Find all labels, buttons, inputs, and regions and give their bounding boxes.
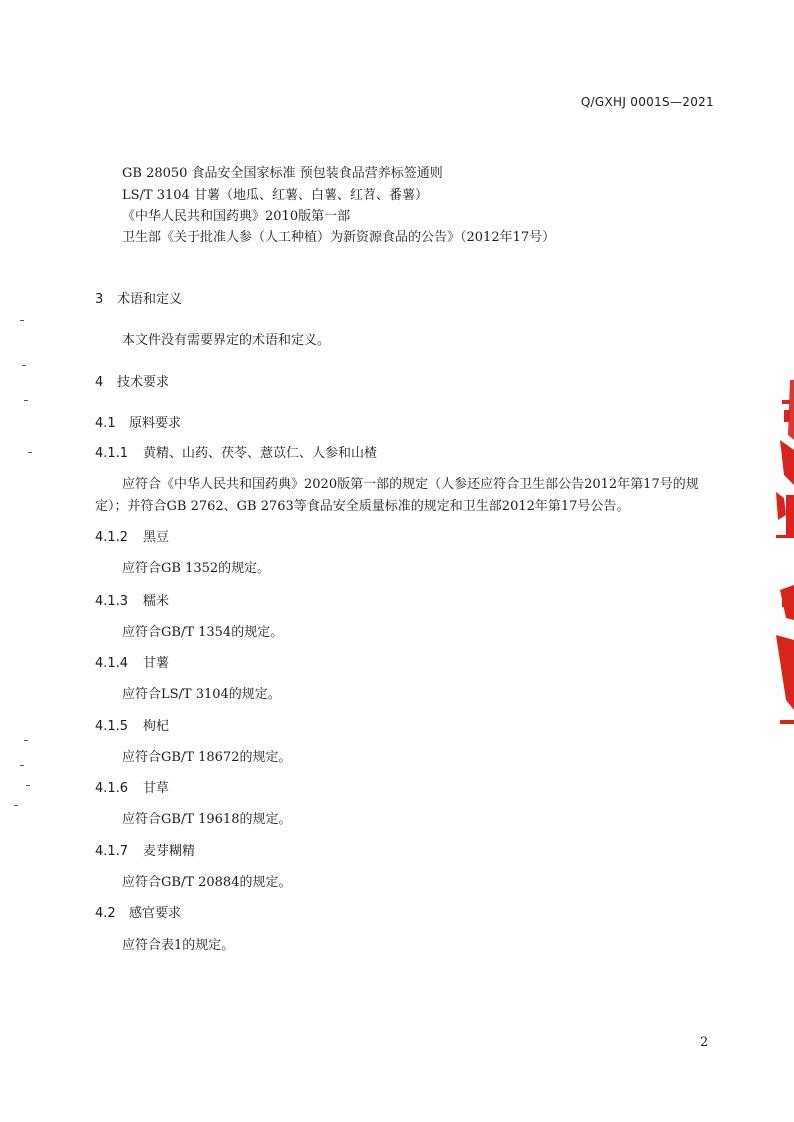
section-title: 技术要求: [117, 375, 170, 390]
section-number: 4.1.2: [95, 530, 129, 545]
body-text: 应符合GB/T 20884的规定。: [122, 875, 292, 890]
subsection-heading-4-2: [95, 905, 181, 923]
section-title: 术语和定义: [117, 292, 183, 307]
body-text: 应符合表1的规定。: [122, 938, 235, 953]
section-heading-4: [95, 374, 169, 392]
section-number: 4.1.1: [95, 446, 129, 461]
scan-mark: [28, 452, 32, 453]
section-title: 甘草: [143, 781, 170, 796]
body-text: 应符合GB/T 18672的规定。: [122, 750, 292, 765]
scan-mark: [24, 400, 28, 401]
section-title: 感官要求: [129, 906, 182, 921]
section-heading-3: [95, 291, 182, 309]
body-text: 应符合《中华人民共和国药典》2020版第一部的规定（人参还应符合卫生部公告2012年第17号的规: [122, 477, 699, 492]
body-text: 应符合GB/T 1354的规定。: [122, 625, 284, 640]
body-text: 应符合LS/T 3104的规定。: [122, 687, 281, 702]
page-number: 2: [700, 1035, 709, 1050]
body-text: 本文件没有需要界定的术语和定义。: [122, 333, 331, 348]
section-number: 4.1.7: [95, 844, 129, 859]
section-title: 糯米: [143, 594, 170, 609]
section-title: 甘薯: [143, 656, 170, 671]
standard-code: Q/GXHJ 0001S—2021: [580, 95, 714, 109]
section-number: 4.2: [95, 906, 116, 921]
scan-mark: [20, 765, 24, 766]
clause-heading-4-1-4: [95, 655, 169, 673]
section-title: 枸杞: [143, 719, 170, 734]
scan-mark: [20, 320, 24, 321]
clause-heading-4-1-3: [95, 593, 169, 611]
subsection-heading-4-1: [95, 415, 181, 433]
section-title: 麦芽糊精: [143, 844, 196, 859]
section-number: 4.1.6: [95, 781, 129, 796]
official-seal-fragment: [770, 380, 794, 740]
body-text: 应符合GB 1352的规定。: [122, 561, 271, 576]
section-number: 4: [95, 375, 104, 390]
section-number: 4.1.4: [95, 656, 129, 671]
section-title: 黄精、山药、茯苓、薏苡仁、人参和山楂: [143, 446, 378, 461]
scan-mark: [24, 740, 28, 741]
section-title: 黑豆: [143, 530, 170, 545]
section-number: 4.1.5: [95, 719, 129, 734]
scan-mark: [14, 805, 18, 806]
clause-heading-4-1-1: [95, 445, 377, 463]
clause-heading-4-1-5: [95, 718, 169, 736]
section-number: 4.1.3: [95, 594, 129, 609]
reference-line: 卫生部《关于批准人参（人工种植）为新资源食品的公告》（2012年17号）: [122, 230, 556, 245]
scan-mark: [22, 365, 26, 366]
section-number: 3: [95, 292, 104, 307]
clause-heading-4-1-6: [95, 780, 169, 798]
scan-mark: [26, 785, 30, 786]
body-text: 定）；并符合GB 2762、GB 2763等食品安全质量标准的规定和卫生部2012年第17号公告。: [95, 499, 630, 514]
clause-heading-4-1-2: [95, 529, 169, 547]
clause-heading-4-1-7: [95, 843, 195, 861]
reference-line: GB 28050 食品安全国家标准 预包装食品营养标签通则: [122, 166, 443, 181]
body-text: 应符合GB/T 19618的规定。: [122, 812, 292, 827]
section-number: 4.1: [95, 416, 116, 431]
section-title: 原料要求: [129, 416, 182, 431]
reference-line: 《中华人民共和国药典》2010版第一部: [122, 209, 351, 224]
reference-line: LS/T 3104 甘薯（地瓜、红薯、白薯、红苕、番薯）: [122, 188, 428, 203]
